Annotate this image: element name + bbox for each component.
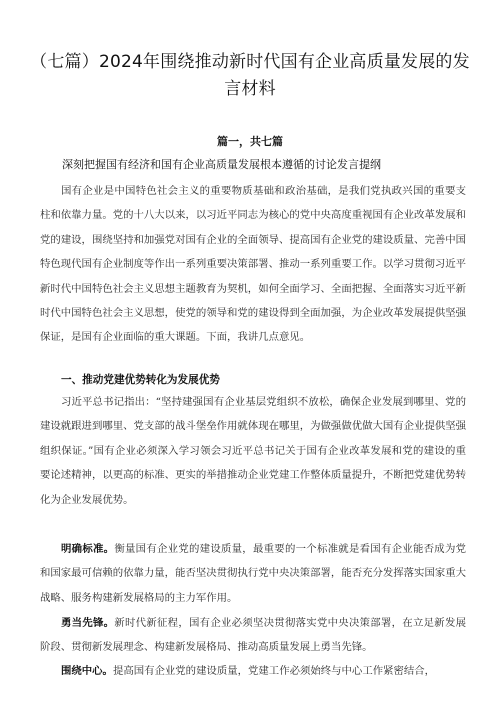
- point-lead: 明确标准。: [61, 543, 115, 555]
- point-paragraph-center: [40, 659, 466, 683]
- intro-paragraph: 国有企业是中国特色社会主义的重要物质基础和政治基础，是我们党执政兴国的重要支柱和依靠力量。党的十八大以来，以习近平同志为核心的党中央高度重视国有企业改革发展和党的建设，围绕坚持和加强党对国有企业的全面领导、提高国有企业党的建设质量、完善中国特色现代国有企业制度等作出一系列重要决策部署、推动一系列重要工作。以学习贯彻习近平新时代中国特色社会主义思想主题教育为契机，如何全面学习、全面把握、全面落实习近平新时代中国特色社会主义思想，使党的领导和党的建设得到全面加强，为企业改革发展提供坚强保证，是国有企业面临的重大课题。下面，我讲几点意见。: [40, 185, 467, 344]
- point-lead: 围绕中心。: [61, 665, 113, 677]
- chapter-label: 篇一，共七篇: [217, 135, 283, 148]
- point-lead: 勇当先锋。: [61, 617, 115, 629]
- point-text: 衡量国有企业党的建设质量，最重要的一个标准就是看国有企业能否成为党和国家最可信赖的依靠力量，能否坚决贯彻执行党中央决策部署，能否充分发挥落实国家重大战略、服务构建新发展格局的主力军作用。: [40, 543, 467, 604]
- section-heading: 一、推动党建优势转化为发展优势: [61, 374, 220, 386]
- section-paragraph: 习近平总书记指出：“坚持建强国有企业基层党组织不放松，确保企业发展到哪里、党的建设就跟进到哪里、党支部的战斗堡垒作用就体现在哪里，为做强做优做大国有企业提供坚强组织保证。”国有企业必须深入学习领会习近平总书记关于国有企业改革发展和党的建设的重要论述精神，以更高的标准、更实的举措推动企业党建工作整体质量提升，不断把党建优势转化为企业发展优势。: [40, 396, 467, 506]
- point-text: 提高国有企业党的建设质量，党建工作必须始终与中心工作紧密结合，: [112, 665, 436, 677]
- document-title: （七篇）2024年围绕推动新时代国有企业高质量发展的发言材料: [30, 52, 470, 99]
- point-paragraph-pioneer: [40, 611, 466, 660]
- document-subtitle: 深刻把握国有经济和国有企业高质量发展根本遵循的讨论发言提纲: [62, 158, 381, 171]
- point-paragraph-standard: [40, 537, 466, 610]
- point-text: 新时代新征程，国有企业必须坚决贯彻落实党中央决策部署，在立足新发展阶段、贯彻新发展理念、构建新发展格局、推动高质量发展上勇当先锋。: [40, 617, 466, 654]
